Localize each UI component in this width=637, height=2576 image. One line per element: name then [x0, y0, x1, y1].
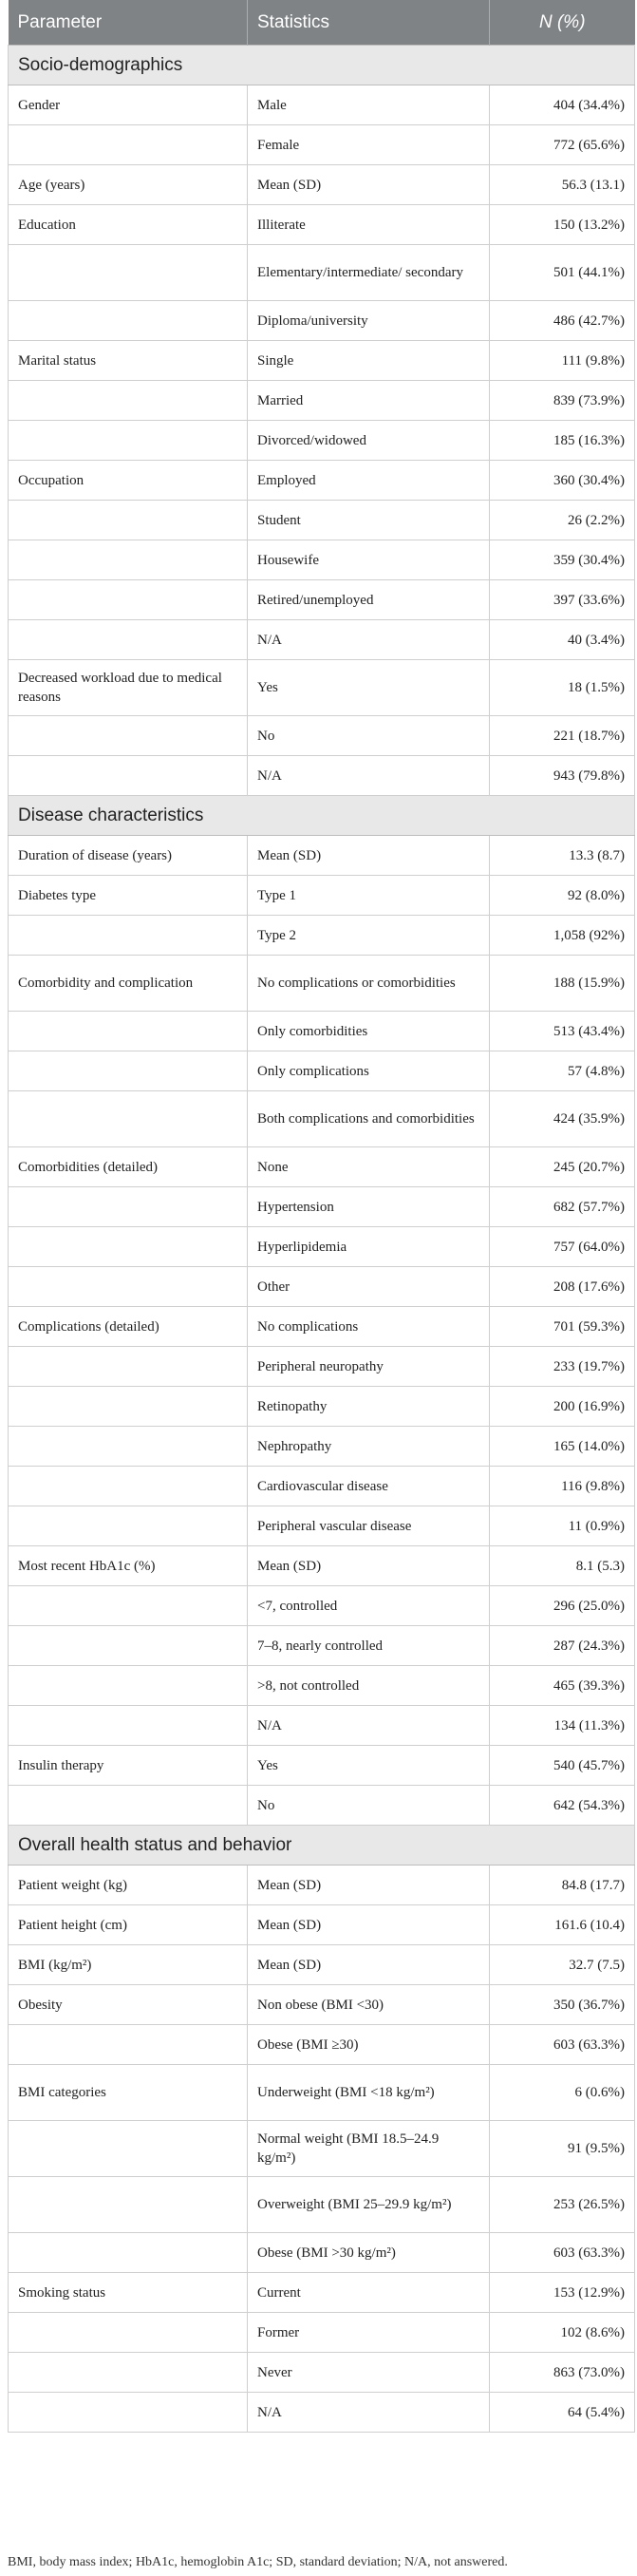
value-cell: 13.3 (8.7) — [490, 836, 635, 876]
value-cell: 1,058 (92%) — [490, 916, 635, 956]
table-row — [9, 501, 635, 540]
statistics-cell: Diploma/university — [248, 301, 490, 341]
table-row — [9, 1147, 635, 1187]
statistics-cell: >8, not controlled — [248, 1666, 490, 1706]
statistics-cell: Both complications and comorbidities — [248, 1091, 490, 1147]
table-row — [9, 1267, 635, 1307]
value-cell: 221 (18.7%) — [490, 716, 635, 756]
parameter-cell: Duration of disease (years) — [9, 836, 248, 876]
parameter-cell: Diabetes type — [9, 876, 248, 916]
parameter-cell — [9, 381, 248, 421]
parameter-cell: Obesity — [9, 1985, 248, 2025]
parameter-cell — [9, 125, 248, 165]
value-cell: 359 (30.4%) — [490, 540, 635, 580]
statistics-cell: N/A — [248, 756, 490, 796]
value-cell: 102 (8.6%) — [490, 2313, 635, 2353]
statistics-cell: Mean (SD) — [248, 165, 490, 205]
statistics-cell: Male — [248, 85, 490, 125]
section-header — [9, 796, 635, 836]
table-row — [9, 461, 635, 501]
table-row — [9, 245, 635, 301]
table-row — [9, 1091, 635, 1147]
table-row — [9, 1347, 635, 1387]
parameter-cell — [9, 620, 248, 660]
table-row — [9, 301, 635, 341]
value-cell: 11 (0.9%) — [490, 1506, 635, 1546]
table-row — [9, 1387, 635, 1427]
statistics-cell: No complications — [248, 1307, 490, 1347]
statistics-cell: Obese (BMI ≥30) — [248, 2025, 490, 2065]
statistics-cell: Obese (BMI >30 kg/m²) — [248, 2233, 490, 2273]
value-cell: 40 (3.4%) — [490, 620, 635, 660]
parameter-cell — [9, 540, 248, 580]
table-row — [9, 1586, 635, 1626]
table-row — [9, 1187, 635, 1227]
value-cell: 64 (5.4%) — [490, 2393, 635, 2433]
value-cell: 642 (54.3%) — [490, 1786, 635, 1826]
table-row — [9, 956, 635, 1012]
parameter-cell — [9, 1051, 248, 1091]
statistics-cell: Other — [248, 1267, 490, 1307]
table-row — [9, 2025, 635, 2065]
section-title: Overall health status and behavior — [9, 1826, 635, 1866]
value-cell: 513 (43.4%) — [490, 1012, 635, 1051]
table-row — [9, 1985, 635, 2025]
statistics-cell: Student — [248, 501, 490, 540]
parameter-cell — [9, 1012, 248, 1051]
statistics-cell: N/A — [248, 2393, 490, 2433]
parameter-cell — [9, 2313, 248, 2353]
parameter-cell — [9, 1586, 248, 1626]
value-cell: 6 (0.6%) — [490, 2065, 635, 2121]
parameter-cell: Most recent HbA1c (%) — [9, 1546, 248, 1586]
value-cell: 253 (26.5%) — [490, 2177, 635, 2233]
table-row — [9, 1626, 635, 1666]
statistics-cell: Underweight (BMI <18 kg/m²) — [248, 2065, 490, 2121]
parameter-cell — [9, 1427, 248, 1467]
value-cell: 603 (63.3%) — [490, 2025, 635, 2065]
table-row — [9, 205, 635, 245]
table-row — [9, 1905, 635, 1945]
value-cell: 296 (25.0%) — [490, 1586, 635, 1626]
table-row — [9, 2177, 635, 2233]
parameter-cell — [9, 1091, 248, 1147]
table-row — [9, 1746, 635, 1786]
statistics-cell: 7–8, nearly controlled — [248, 1626, 490, 1666]
statistics-cell: Illiterate — [248, 205, 490, 245]
section-header — [9, 46, 635, 85]
parameter-cell — [9, 2233, 248, 2273]
value-cell: 161.6 (10.4) — [490, 1905, 635, 1945]
value-cell: 501 (44.1%) — [490, 245, 635, 301]
statistics-cell: Mean (SD) — [248, 1546, 490, 1586]
value-cell: 424 (35.9%) — [490, 1091, 635, 1147]
value-cell: 153 (12.9%) — [490, 2273, 635, 2313]
parameter-cell — [9, 1706, 248, 1746]
table-row — [9, 2313, 635, 2353]
table-row — [9, 125, 635, 165]
statistics-cell: Normal weight (BMI 18.5–24.9 kg/m²) — [248, 2121, 490, 2177]
statistics-cell: Elementary/intermediate/ secondary — [248, 245, 490, 301]
table-row — [9, 2273, 635, 2313]
table-row — [9, 1051, 635, 1091]
statistics-cell: Divorced/widowed — [248, 421, 490, 461]
parameter-cell: Education — [9, 205, 248, 245]
statistics-cell: No complications or comorbidities — [248, 956, 490, 1012]
parameter-cell — [9, 1506, 248, 1546]
value-cell: 165 (14.0%) — [490, 1427, 635, 1467]
table-row — [9, 1786, 635, 1826]
statistics-cell: Never — [248, 2353, 490, 2393]
statistics-cell: Non obese (BMI <30) — [248, 1985, 490, 2025]
value-cell: 32.7 (7.5) — [490, 1945, 635, 1985]
statistics-cell: <7, controlled — [248, 1586, 490, 1626]
table-row — [9, 1427, 635, 1467]
value-cell: 188 (15.9%) — [490, 956, 635, 1012]
statistics-cell: Retired/unemployed — [248, 580, 490, 620]
parameter-cell: Patient weight (kg) — [9, 1866, 248, 1905]
table-row — [9, 165, 635, 205]
parameter-cell: Age (years) — [9, 165, 248, 205]
table-row — [9, 85, 635, 125]
statistics-cell: Type 1 — [248, 876, 490, 916]
section-header — [9, 1826, 635, 1866]
statistics-cell: Housewife — [248, 540, 490, 580]
table-row — [9, 620, 635, 660]
value-cell: 287 (24.3%) — [490, 1626, 635, 1666]
parameter-cell: Decreased workload due to medical reasons — [9, 660, 248, 716]
parameter-cell — [9, 421, 248, 461]
parameter-cell: Smoking status — [9, 2273, 248, 2313]
parameter-cell — [9, 580, 248, 620]
value-cell: 863 (73.0%) — [490, 2353, 635, 2393]
statistics-cell: Cardiovascular disease — [248, 1467, 490, 1506]
parameter-cell — [9, 1786, 248, 1826]
value-cell: 150 (13.2%) — [490, 205, 635, 245]
table-row — [9, 341, 635, 381]
table-row — [9, 2393, 635, 2433]
table-row — [9, 876, 635, 916]
parameter-cell — [9, 1267, 248, 1307]
value-cell: 465 (39.3%) — [490, 1666, 635, 1706]
table-row — [9, 1227, 635, 1267]
table-row — [9, 1012, 635, 1051]
table-row — [9, 916, 635, 956]
value-cell: 360 (30.4%) — [490, 461, 635, 501]
value-cell: 91 (9.5%) — [490, 2121, 635, 2177]
value-cell: 111 (9.8%) — [490, 341, 635, 381]
statistics-cell: Overweight (BMI 25–29.9 kg/m²) — [248, 2177, 490, 2233]
table-row — [9, 1546, 635, 1586]
table-row — [9, 2353, 635, 2393]
statistics-cell: Retinopathy — [248, 1387, 490, 1427]
value-cell: 603 (63.3%) — [490, 2233, 635, 2273]
table-footnote: BMI, body mass index; HbA1c, hemoglobin A1c; SD, standard deviation; N/A, not answered. — [8, 2555, 508, 2569]
value-cell: 92 (8.0%) — [490, 876, 635, 916]
value-cell: 540 (45.7%) — [490, 1746, 635, 1786]
table-row — [9, 381, 635, 421]
statistics-cell: Mean (SD) — [248, 1866, 490, 1905]
value-cell: 350 (36.7%) — [490, 1985, 635, 2025]
statistics-cell: Single — [248, 341, 490, 381]
parameter-cell — [9, 2025, 248, 2065]
value-cell: 200 (16.9%) — [490, 1387, 635, 1427]
table-row — [9, 2121, 635, 2177]
statistics-cell: Female — [248, 125, 490, 165]
table-row — [9, 1506, 635, 1546]
statistics-cell: Nephropathy — [248, 1427, 490, 1467]
characteristics-table — [8, 0, 635, 2433]
table-row — [9, 716, 635, 756]
table-row — [9, 540, 635, 580]
parameter-cell: Occupation — [9, 461, 248, 501]
table-row — [9, 1706, 635, 1746]
statistics-cell: No — [248, 716, 490, 756]
header-parameter: Parameter — [9, 0, 248, 46]
table-row — [9, 2065, 635, 2121]
table-row — [9, 421, 635, 461]
header-n-percent: N (%) — [490, 0, 635, 46]
statistics-cell: Peripheral vascular disease — [248, 1506, 490, 1546]
statistics-cell: None — [248, 1147, 490, 1187]
parameter-cell: Gender — [9, 85, 248, 125]
header-row — [9, 0, 635, 46]
parameter-cell — [9, 301, 248, 341]
parameter-cell — [9, 716, 248, 756]
value-cell: 233 (19.7%) — [490, 1347, 635, 1387]
table-row — [9, 2233, 635, 2273]
table-row — [9, 1666, 635, 1706]
parameter-cell: Insulin therapy — [9, 1746, 248, 1786]
parameter-cell — [9, 756, 248, 796]
value-cell: 839 (73.9%) — [490, 381, 635, 421]
table-row — [9, 756, 635, 796]
value-cell: 57 (4.8%) — [490, 1051, 635, 1091]
value-cell: 757 (64.0%) — [490, 1227, 635, 1267]
statistics-cell: Type 2 — [248, 916, 490, 956]
parameter-cell — [9, 1347, 248, 1387]
value-cell: 682 (57.7%) — [490, 1187, 635, 1227]
statistics-cell: Peripheral neuropathy — [248, 1347, 490, 1387]
table-body — [9, 46, 635, 2433]
statistics-cell: Yes — [248, 1746, 490, 1786]
value-cell: 26 (2.2%) — [490, 501, 635, 540]
parameter-cell: BMI (kg/m²) — [9, 1945, 248, 1985]
table-row — [9, 660, 635, 716]
parameter-cell — [9, 1626, 248, 1666]
parameter-cell — [9, 2121, 248, 2177]
table-row — [9, 1945, 635, 1985]
statistics-cell: Employed — [248, 461, 490, 501]
parameter-cell — [9, 2393, 248, 2433]
statistics-cell: Mean (SD) — [248, 1905, 490, 1945]
parameter-cell: Patient height (cm) — [9, 1905, 248, 1945]
parameter-cell — [9, 2177, 248, 2233]
parameter-cell: Complications (detailed) — [9, 1307, 248, 1347]
statistics-cell: Yes — [248, 660, 490, 716]
statistics-cell: Married — [248, 381, 490, 421]
value-cell: 185 (16.3%) — [490, 421, 635, 461]
value-cell: 486 (42.7%) — [490, 301, 635, 341]
parameter-cell — [9, 1187, 248, 1227]
value-cell: 208 (17.6%) — [490, 1267, 635, 1307]
value-cell: 8.1 (5.3) — [490, 1546, 635, 1586]
statistics-cell: No — [248, 1786, 490, 1826]
parameter-cell — [9, 501, 248, 540]
value-cell: 772 (65.6%) — [490, 125, 635, 165]
value-cell: 18 (1.5%) — [490, 660, 635, 716]
value-cell: 245 (20.7%) — [490, 1147, 635, 1187]
statistics-cell: Only complications — [248, 1051, 490, 1091]
table-container — [8, 0, 634, 2433]
statistics-cell: Mean (SD) — [248, 836, 490, 876]
value-cell: 116 (9.8%) — [490, 1467, 635, 1506]
parameter-cell — [9, 1227, 248, 1267]
value-cell: 404 (34.4%) — [490, 85, 635, 125]
parameter-cell — [9, 916, 248, 956]
statistics-cell: Mean (SD) — [248, 1945, 490, 1985]
parameter-cell: Marital status — [9, 341, 248, 381]
statistics-cell: Current — [248, 2273, 490, 2313]
parameter-cell — [9, 1467, 248, 1506]
value-cell: 56.3 (13.1) — [490, 165, 635, 205]
parameter-cell — [9, 1387, 248, 1427]
value-cell: 397 (33.6%) — [490, 580, 635, 620]
statistics-cell: N/A — [248, 1706, 490, 1746]
table-row — [9, 1866, 635, 1905]
value-cell: 701 (59.3%) — [490, 1307, 635, 1347]
parameter-cell — [9, 245, 248, 301]
value-cell: 134 (11.3%) — [490, 1706, 635, 1746]
table-row — [9, 836, 635, 876]
statistics-cell: Former — [248, 2313, 490, 2353]
parameter-cell: BMI categories — [9, 2065, 248, 2121]
table-row — [9, 1307, 635, 1347]
parameter-cell — [9, 2353, 248, 2393]
section-title: Socio-demographics — [9, 46, 635, 85]
parameter-cell: Comorbidities (detailed) — [9, 1147, 248, 1187]
header-statistics: Statistics — [248, 0, 490, 46]
statistics-cell: Hyperlipidemia — [248, 1227, 490, 1267]
section-title: Disease characteristics — [9, 796, 635, 836]
value-cell: 84.8 (17.7) — [490, 1866, 635, 1905]
parameter-cell: Comorbidity and complication — [9, 956, 248, 1012]
parameter-cell — [9, 1666, 248, 1706]
table-row — [9, 580, 635, 620]
statistics-cell: Hypertension — [248, 1187, 490, 1227]
value-cell: 943 (79.8%) — [490, 756, 635, 796]
table-row — [9, 1467, 635, 1506]
statistics-cell: N/A — [248, 620, 490, 660]
statistics-cell: Only comorbidities — [248, 1012, 490, 1051]
